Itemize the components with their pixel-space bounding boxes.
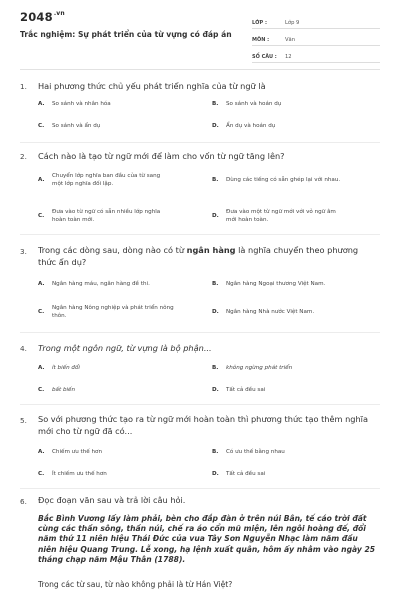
option-a[interactable]: A. Chuyển lớp nghĩa ban đầu của từ sang một lớp nghĩa đối lập. xyxy=(38,173,161,187)
option-d[interactable]: D. Ẩn dụ và hoán dụ xyxy=(212,123,276,129)
option-b[interactable]: B. Dùng các tiếng có sẵn ghép lại với nhau. xyxy=(212,177,341,183)
option-d[interactable]: D. Ngân hàng Nhà nước Việt Nam. xyxy=(212,309,315,315)
question-number: 1. xyxy=(20,82,27,91)
question-number: 4. xyxy=(20,344,27,353)
question-text: Cách nào là tạo từ ngữ mới để làm cho vốn từ ngữ tăng lên? xyxy=(38,151,285,161)
question-separator xyxy=(20,332,380,333)
option-c[interactable]: C. Đưa vào từ ngữ có sẵn nhiều lớp nghĩa hoàn toàn mới. xyxy=(38,209,161,223)
option-a[interactable]: A. So sánh và nhân hóa xyxy=(38,101,111,107)
meta-count-value: 12 xyxy=(285,54,292,60)
option-b[interactable]: B. Ngân hàng Ngoại thương Việt Nam. xyxy=(212,281,326,287)
question-number: 2. xyxy=(20,152,27,161)
question-separator xyxy=(20,404,380,405)
sub-question-text: Trong các từ sau, từ nào không phải là từ Hán Việt? xyxy=(38,580,233,589)
question-separator xyxy=(20,234,380,235)
question-separator xyxy=(20,488,380,489)
question-text: Hai phương thức chủ yếu phát triển nghĩa của từ ngữ là xyxy=(38,81,266,91)
page-title: Trắc nghiệm: Sự phát triển của từ vựng có đáp án xyxy=(20,30,232,39)
meta-grade xyxy=(252,14,380,29)
option-c[interactable]: C. So sánh và ẩn dụ xyxy=(38,123,101,129)
meta-count-label: SỐ CÂU : xyxy=(252,54,277,60)
header-divider xyxy=(20,69,380,70)
question-number: 3. xyxy=(20,247,27,256)
header xyxy=(0,0,400,70)
reading-passage: Bắc Bình Vương lấy làm phải, bèn cho đắp đàn ở trên núi Bân, tế cáo trời đất cùng các thần sông, thần núi, chế ra áo cổn mũ miện, lên ngôi hoàng đế, đổi năm thứ 11 niên hiệu Thái Đức của vua Tây Sơn Nguyễn Nhạc làm năm đầu niên hiệu Quang Trung. Lễ xong, hạ lệnh xuất quân, hôm ấy nhằm vào ngày 25 tháng chạp năm Mậu Thân (1788). xyxy=(38,514,376,564)
option-d[interactable]: D. Tất cả đều sai xyxy=(212,471,266,477)
option-c[interactable]: C. bất biến xyxy=(38,387,76,393)
option-d[interactable]: D. Đưa vào một từ ngữ mới với vỏ ngữ âm mới hoàn toàn. xyxy=(212,209,336,223)
question-text: Đọc đoạn văn sau và trả lời câu hỏi. xyxy=(38,495,186,505)
meta-count xyxy=(252,48,380,63)
question-text: Trong các dòng sau, dòng nào có từ ngân hàng là nghĩa chuyển theo phương thức ẩn dụ? xyxy=(38,245,359,267)
question-number: 5. xyxy=(20,416,27,425)
highlighted-term: ngân hàng xyxy=(186,245,236,255)
question-separator xyxy=(20,142,380,143)
meta-subject-label: MÔN : xyxy=(252,37,270,43)
option-c[interactable]: C. Ít chiếm ưu thế hơn xyxy=(38,471,107,477)
option-b[interactable]: B. So sánh và hoán dụ xyxy=(212,101,282,107)
option-d[interactable]: D. Tất cả đều sai xyxy=(212,387,266,393)
option-c[interactable]: C. Ngân hàng Nông nghiệp và phát triển nông thôn. xyxy=(38,305,174,319)
option-b[interactable]: B. không ngừng phát triển xyxy=(212,365,293,371)
question-text: So với phương thức tạo ra từ ngữ mới hoàn toàn thì phương thức tạo thêm nghĩa mới cho từ ngữ đã có... xyxy=(38,414,368,436)
option-a[interactable]: A. Ngân hàng máu, ngân hàng đề thi. xyxy=(38,281,150,287)
option-a[interactable]: A. ít biến đổi xyxy=(38,365,80,371)
question-text: Trong một ngôn ngữ, từ vựng là bộ phận... xyxy=(38,343,212,353)
meta-grade-value: Lớp 9 xyxy=(285,20,300,26)
site-logo[interactable]: $2048^{.vn}$ xyxy=(20,10,65,24)
option-a[interactable]: A. Chiếm ưu thế hơn xyxy=(38,449,103,455)
question-number: 6. xyxy=(20,497,27,506)
meta-subject xyxy=(252,31,380,46)
meta-box xyxy=(252,14,380,65)
option-b[interactable]: B. Có ưu thế bằng nhau xyxy=(212,449,285,455)
meta-subject-value: Văn xyxy=(285,37,296,43)
meta-grade-label: LỚP : xyxy=(252,20,267,26)
